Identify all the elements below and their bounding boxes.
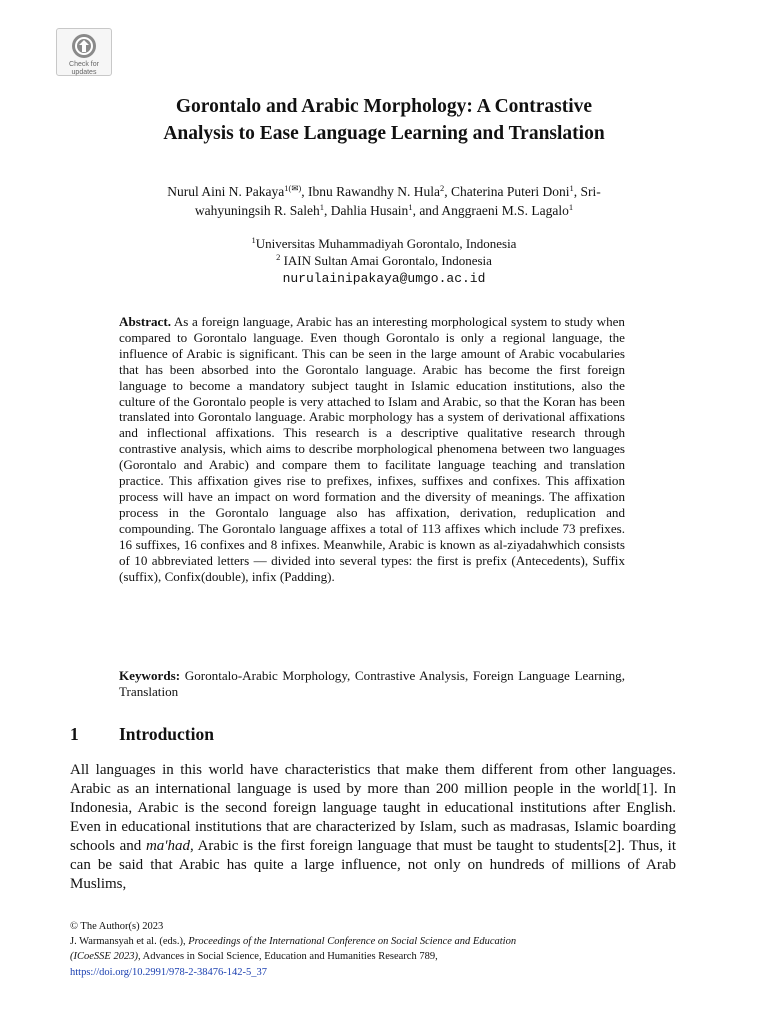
- affiliation-text: IAIN Sultan Amai Gorontalo, Indonesia: [280, 253, 492, 268]
- author-name: Nurul Aini N. Pakaya: [167, 184, 285, 199]
- badge-label-line1: Check for: [69, 61, 99, 68]
- affiliation-2: [120, 252, 648, 269]
- author-sup: 2: [440, 183, 445, 193]
- author-sup: 1(✉): [284, 183, 302, 193]
- conference-name: (ICoeSSE 2023): [70, 951, 138, 963]
- author-line-2: [72, 201, 696, 220]
- author-sup: 1: [568, 202, 574, 212]
- author-list: [72, 182, 696, 220]
- author-sup: 1: [319, 202, 324, 212]
- editors: J. Warmansyah et al. (eds.),: [70, 936, 189, 948]
- doi-link[interactable]: https://doi.org/10.2991/978-2-38476-142-5_37: [70, 966, 267, 978]
- affiliation-sup: 1: [251, 235, 256, 245]
- check-for-updates-icon: [70, 32, 98, 60]
- abstract-text: As a foreign language, Arabic has an interesting morphological system to study when compared to Gorontalo language. Even though Gorontalo is only a regional language, the influence of Arabic is significant. This can be seen in the large amount of Arabic vocabularies that has been absorbed into the Gorontalo language. Arabic has become the first foreign language to become a mandatory subject taught in Islamic education institutions, also the culture of the Gorontalo people is very attached to Islam and Arabic, so that the Koran has been translated into Gorontalo language. Arabic morphology has a system of derivational affixations and inflectional affixations. This research is a descriptive qualitative research through contrastive analysis, which aims to describe morphological phenomena between two languages (Gorontalo and Arabic) and compare them to facilitate language teaching and translation practice. This affixation gives rise to prefixes, infixes, suffixes and confixes. This affixation process will have an impact on word formation and the diversity of meanings. The affixation process in the Gorontalo language also has affixation, derivation, reduplication and compounding. The Gorontalo language affixes a total of 113 affixes which include 73 prefixes. 16 suffixes, 16 confixes and 8 infixes. Meanwhile, Arabic is known as al-ziyadahwhich consists of 10 abbreviated letters — divided into several types: the first is prefix (Antecedents), Suffix (suffix), Confix(double), infix (Padding).: [119, 314, 625, 584]
- author-name: , Ibnu Rawandhy N. Hula: [301, 184, 441, 199]
- author-sup: 1: [569, 183, 574, 193]
- keywords-text: Gorontalo-Arabic Morphology, Contrastive Analysis, Foreign Language Learning, Translation: [119, 668, 625, 699]
- abstract-label: Abstract.: [119, 314, 171, 329]
- footer: [70, 919, 690, 980]
- proceedings-title: Proceedings of the International Conference on Social Science and Education: [188, 936, 517, 948]
- intro-text: , Arabic is the first foreign language that must be taught to students[2]. Thus, it can be said that Arabic has quite a large influence, not only on hundreds of millions of Arab Muslims,: [70, 838, 676, 892]
- check-for-updates-badge[interactable]: [56, 28, 112, 76]
- badge-label-line2: updates: [71, 69, 97, 76]
- affiliation-text: Universitas Muhammadiyah Gorontalo, Indonesia: [255, 236, 517, 251]
- affiliation-sup: 2: [276, 252, 281, 262]
- title-line-1: Gorontalo and Arabic Morphology: A Contrastive: [175, 96, 593, 117]
- citation-line-1: [70, 934, 690, 949]
- intro-italic-term: ma'had: [145, 838, 191, 854]
- author-name: , Dahlia Husain: [323, 203, 409, 218]
- section-number: 1: [70, 724, 79, 744]
- author-email[interactable]: nurulainipakaya@umgo.ac.id: [282, 271, 486, 286]
- keywords: [119, 668, 625, 700]
- introduction-paragraph: [70, 761, 676, 894]
- keywords-label: Keywords:: [119, 668, 181, 683]
- author-name: , Sri-: [573, 184, 601, 199]
- series-info: , Advances in Social Science, Education and Humanities Research 789,: [137, 951, 438, 963]
- title-line-2: Analysis to Ease Language Learning and Translation: [163, 123, 605, 144]
- author-name: wahyuningsih R. Saleh: [194, 203, 320, 218]
- intro-text: All languages in this world have characteristics that make them different from other languages. Arabic as an international language is used by more than 200 million people in the world[1]. In Indonesia, Arabic is the second foreign language taught in educational institutions after English. Even in educational institutions that are characterized by Islam, such as madrasas, Islamic boarding schools and: [70, 762, 676, 854]
- author-name: , Chaterina Puteri Doni: [444, 184, 570, 199]
- affiliations: [120, 235, 648, 288]
- affiliation-1: [120, 235, 648, 252]
- paper-title: [40, 93, 728, 147]
- author-name: , and Anggraeni M.S. Lagalo: [412, 203, 569, 218]
- citation-line-2: [70, 949, 690, 964]
- section-title: Introduction: [119, 724, 214, 744]
- author-sup: 1: [408, 202, 413, 212]
- author-line-1: [72, 182, 696, 201]
- abstract: [119, 314, 625, 584]
- copyright-line: © The Author(s) 2023: [70, 921, 164, 932]
